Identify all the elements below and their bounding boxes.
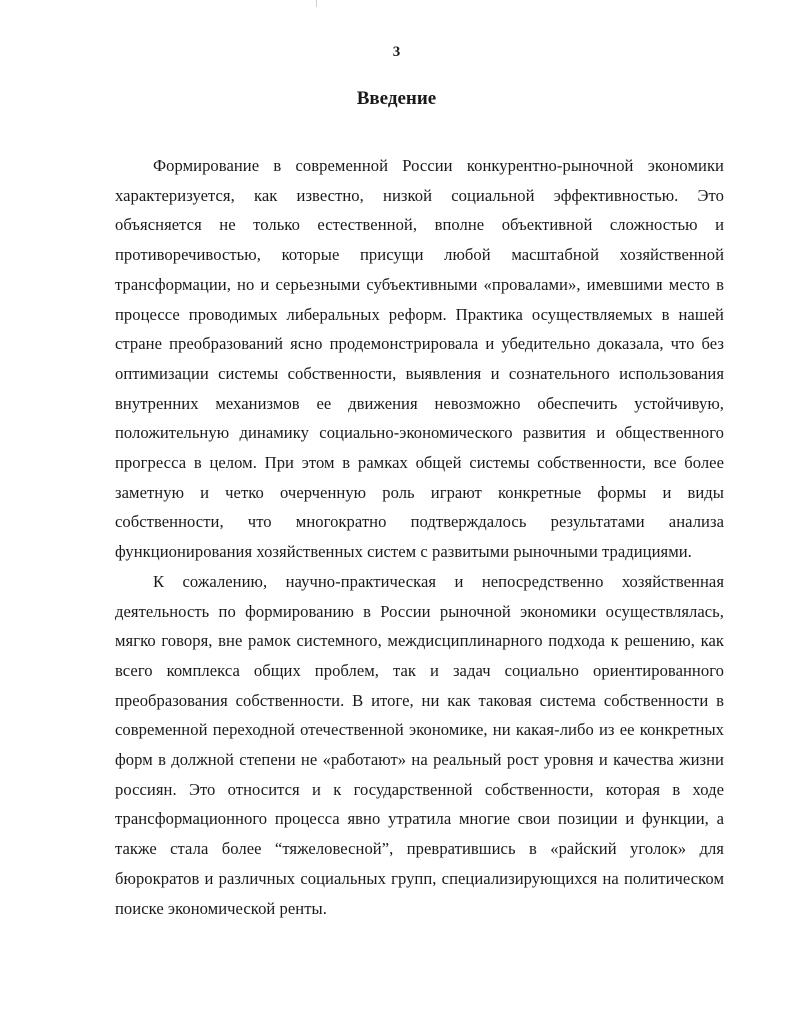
paragraph-2: К сожалению, научно-практическая и непосредственно хозяйственная деятельность по формированию в России рыночной экономики осуществлялась, мягко говоря, вне рамок системного, междисциплинарного подхода к решению, как всего комплекса общих проблем, так и задач социально ориентированного преобразования собственности. В итоге, ни как таковая система собственности в современной переходной отечественной экономике, ни какая-либо из ее конкретных форм в должной степени не «работают» на реальный рост уровня и качества жизни россиян. Это относится и к государственной собственности, которая в ходе трансформационного процесса явно утратила многие свои позиции и функции, а также стала более “тяжеловесной”, превратившись в «райский уголок» для бюрократов и различных социальных групп, специализирующихся на политическом поиске экономической ренты. (115, 571, 724, 918)
paragraph-1: Формирование в современной России конкурентно-рыночной экономики характеризуется, как известно, низкой социальной эффективностью. Это объясняется не только естественной, вполне объективной сложностью и противоречивостью, которые присущи любой масштабной хозяйственной трансформации, но и серьезными субъективными «провалами», имевшими место в процессе проводимых либеральных реформ. Практика осуществляемых в нашей стране преобразований ясно продемонстрировала и убедительно доказала, что без оптимизации системы собственности, выявления и сознательного использования внутренних механизмов ее движения невозможно обеспечить устойчивую, положительную динамику социально-экономического развития и общественного прогресса в целом. При этом в рамках общей системы собственности, все более заметную и четко очерченную роль играют конкретные формы и виды собственности, что многократно подтверждалось результатами анализа функционирования хозяйственных систем с развитыми рыночными традициями. (115, 156, 724, 562)
page-title: Введение (356, 88, 437, 109)
body-text (115, 151, 724, 923)
page-number: 3 (392, 44, 401, 60)
scan-mark (316, 0, 317, 7)
